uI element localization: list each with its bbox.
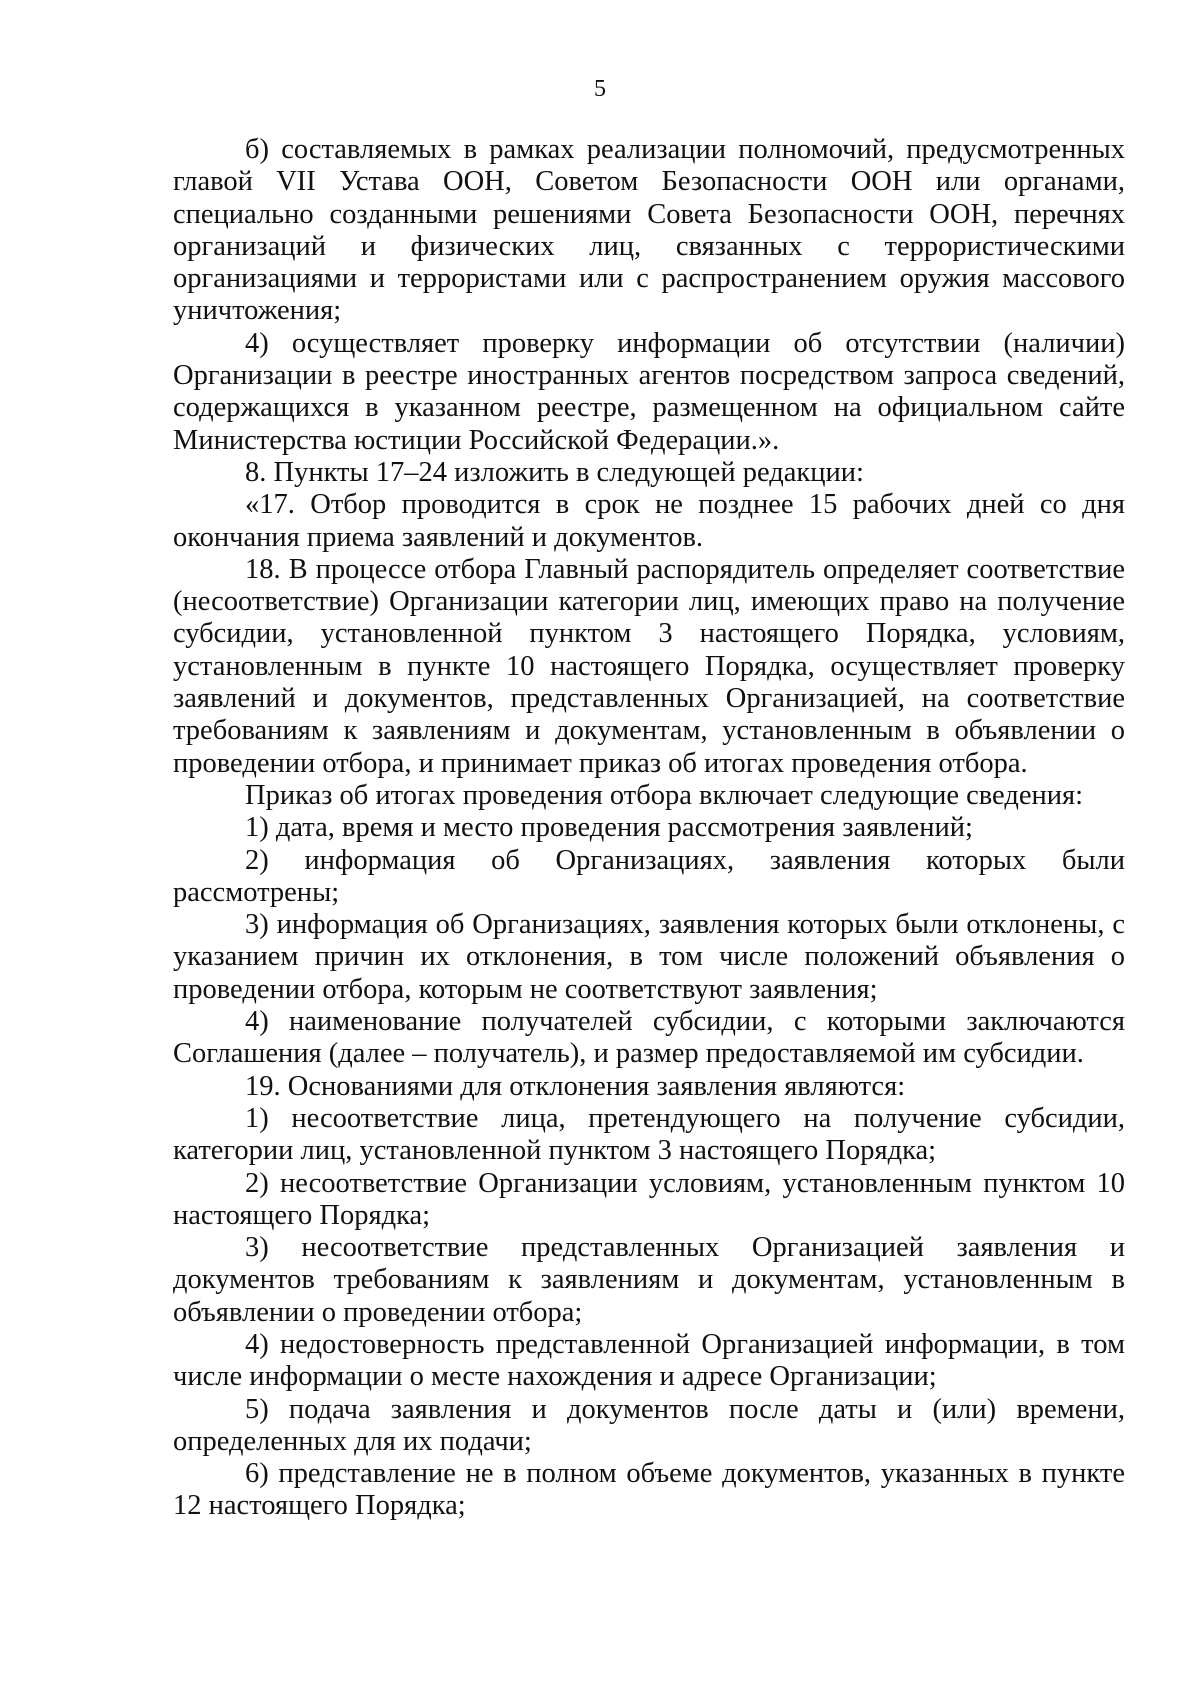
- document-body: [173, 134, 1125, 1523]
- reason-item-2: 2) несоответствие Организации условиям, установленным пунктом 10 настоящего Порядка;: [173, 1167, 1125, 1231]
- reason-item-5: 5) подача заявления и документов после даты и (или) времени, определенных для их подачи;: [173, 1393, 1125, 1457]
- list-item-2-reviewed: 2) информация об Организациях, заявления которых были рассмотрены;: [173, 844, 1125, 908]
- reason-item-4: 4) недостоверность представленной Организацией информации, в том числе информации о месте нахождения и адресе Организации;: [173, 1328, 1125, 1393]
- list-item-1-date: 1) дата, время и место проведения рассмотрения заявлений;: [245, 812, 973, 844]
- reason-item-1: 1) несоответствие лица, претендующего на получение субсидии, категории лиц, установленной пунктом 3 настоящего Порядка;: [173, 1102, 1125, 1167]
- paragraph-item-18: 18. В процессе отбора Главный распорядитель определяет соответствие (несоответствие) Организации категории лиц, имеющих право на получение субсидии, установленной пунктом 3 настоящего Порядка, условиям, установленным в пункте 10 настоящего Порядка, осуществляет проверку заявлений и документов, представленных Организацией, на соответствие требованиям к заявлениям и документам, установленным в объявлении о проведении отбора, и принимает приказ об итогах проведения отбора.: [173, 553, 1125, 779]
- reason-item-6: 6) представление не в полном объеме документов, указанных в пункте 12 настоящего Порядка;: [173, 1458, 1125, 1522]
- list-item-4-recipients: 4) наименование получателей субсидии, с которыми заключаются Соглашения (далее – получатель), и размер предоставляемой им субсидии.: [173, 1006, 1125, 1070]
- paragraph-item-17: «17. Отбор проводится в срок не позднее 15 рабочих дней со дня окончания приема заявлений и документов.: [173, 489, 1125, 553]
- page-number: 5: [594, 76, 606, 102]
- reason-item-3: 3) несоответствие представленных Организацией заявления и документов требованиям к заявлениям и документам, установленным в объявлении о проведении отбора;: [173, 1232, 1125, 1328]
- list-item-3-rejected: 3) информация об Организациях, заявления которых были отклонены, с указанием причин их отклонения, в том числе положений объявления о проведении отбора, которым не соответствуют заявления;: [173, 909, 1125, 1005]
- paragraph-order-contents: Приказ об итогах проведения отбора включает следующие сведения:: [245, 779, 1084, 811]
- paragraph-foreign-agents-check: 4) осуществляет проверку информации об отсутствии (наличии) Организации в реестре иностранных агентов посредством запроса сведений, содержащихся в указанном реестре, размещенном на официальном сайте Министерства юстиции Российской Федерации.».: [173, 327, 1125, 456]
- paragraph-item-8: 8. Пункты 17–24 изложить в следующей редакции:: [245, 456, 864, 488]
- paragraph-b-lists: б) составляемых в рамках реализации полномочий, предусмотренных главой VII Устава ООН, Советом Безопасности ООН или органами, специально созданными решениями Совета Безопасности ООН, перечнях организаций и физических лиц, связанных с террористическими организациями и террористами или с распространением оружия массового уничтожения;: [173, 134, 1125, 327]
- paragraph-item-19: 19. Основаниями для отклонения заявления являются:: [245, 1070, 906, 1102]
